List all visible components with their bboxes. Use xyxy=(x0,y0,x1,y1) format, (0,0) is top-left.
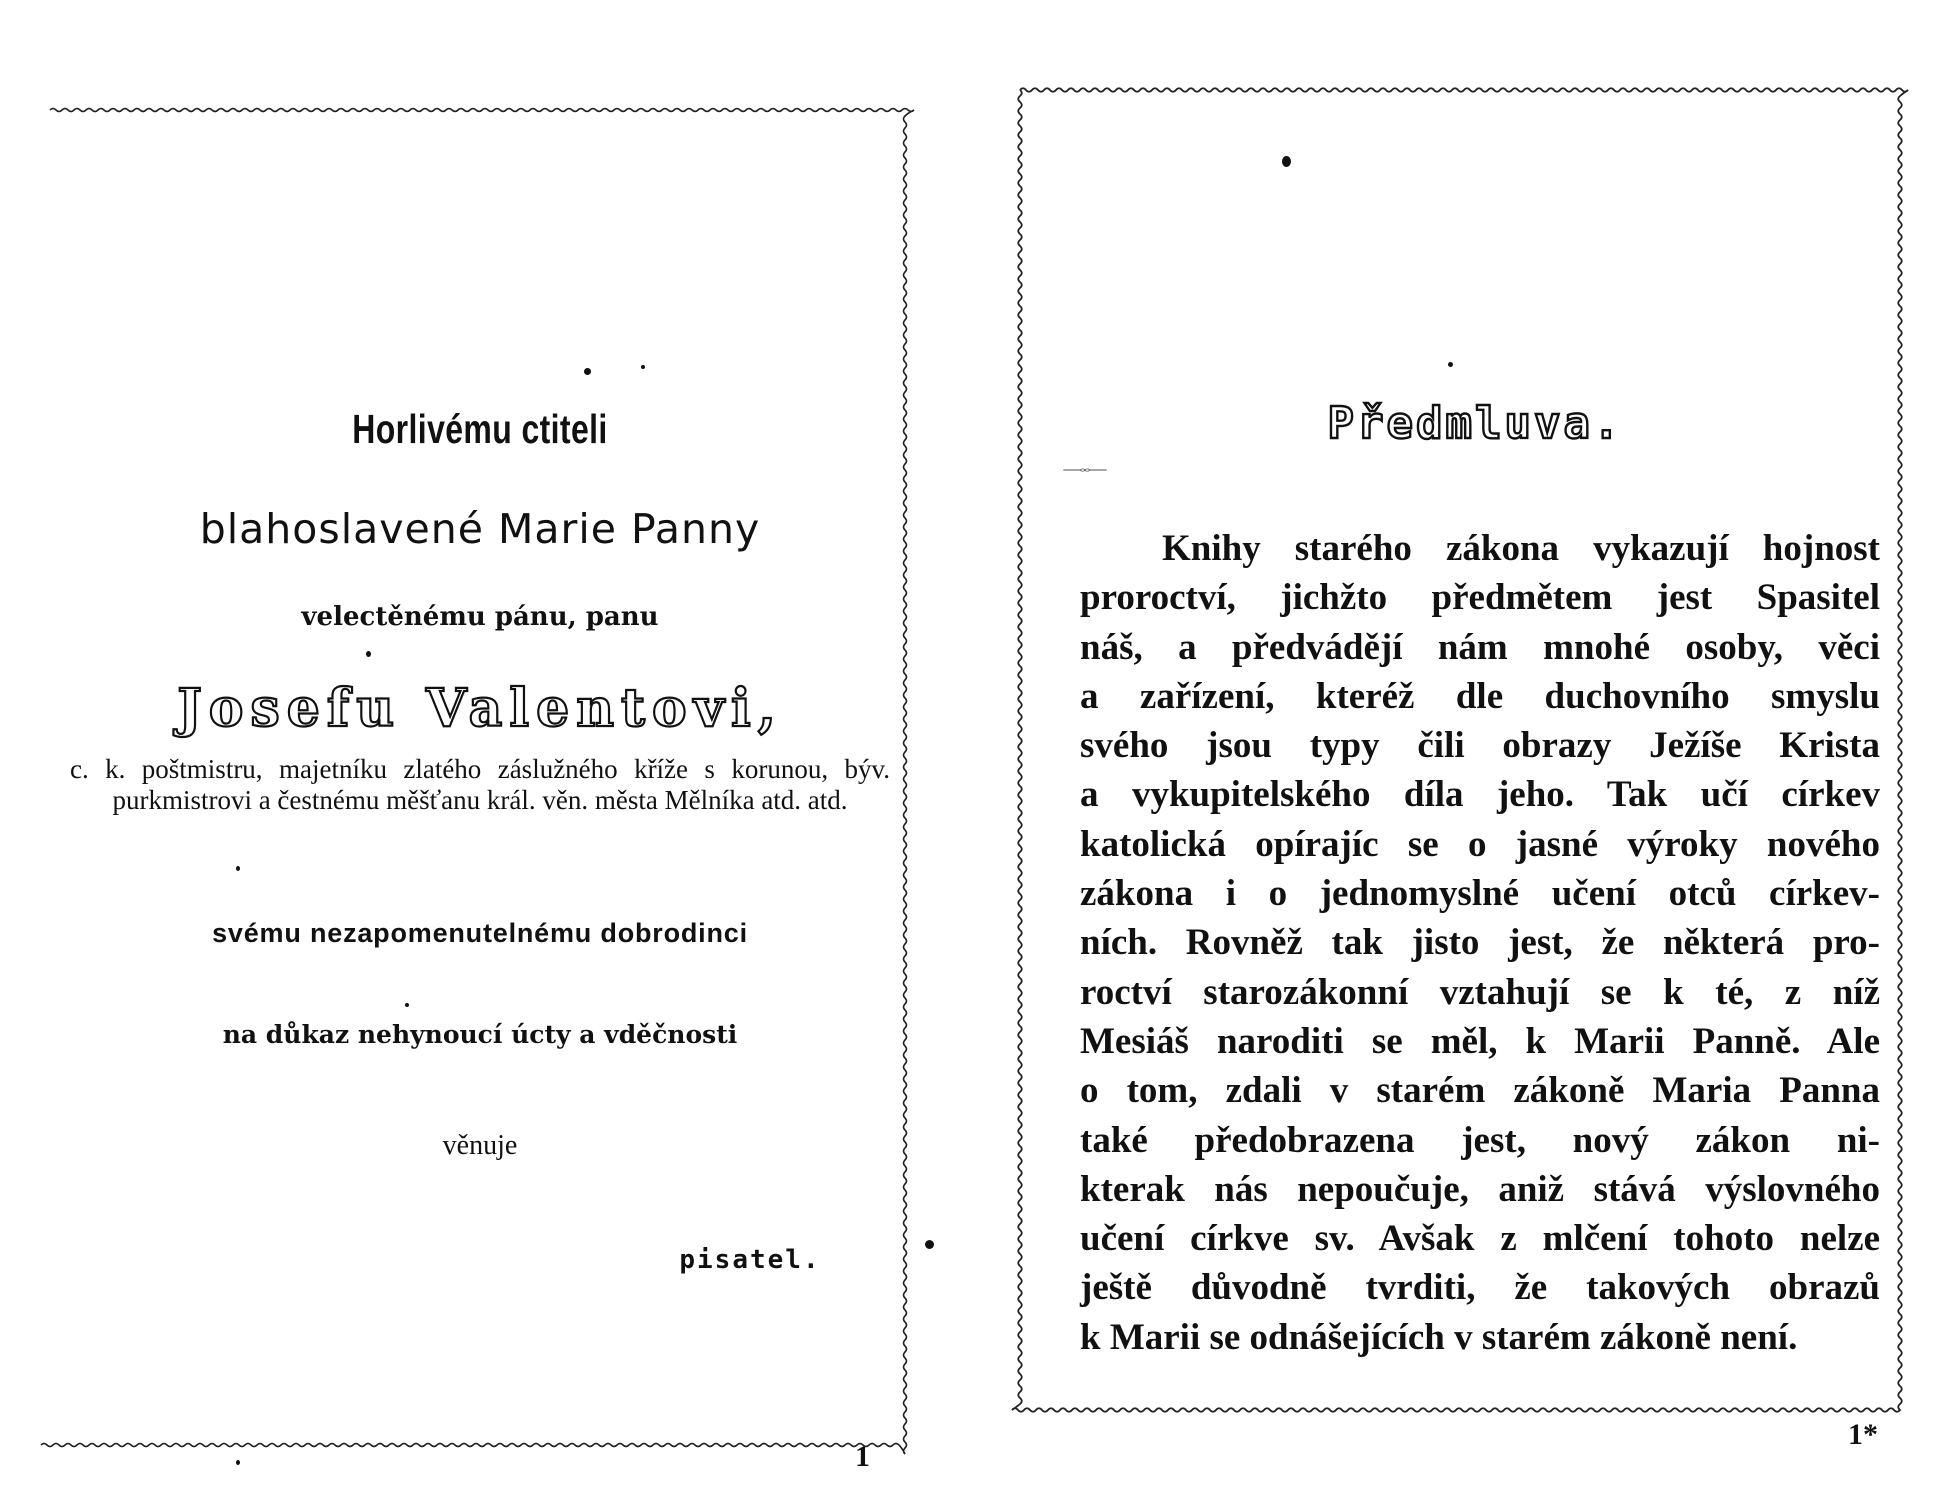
title-ornament-rule xyxy=(1020,468,1150,472)
preface-line: také předobrazena jest, nový zákon ni- xyxy=(1080,1119,1880,1161)
preface-line: Knihy starého zákona vykazují hojnost xyxy=(1162,528,1880,569)
ink-speck xyxy=(925,1240,934,1249)
preface-line: učení církve sv. Avšak z mlčení tohoto nelze xyxy=(1080,1218,1880,1260)
preface-line: náš, a předvádějí nám mnohé osoby, věci xyxy=(1080,626,1880,668)
preface-title: Předmluva. xyxy=(1327,398,1623,449)
preface-line: k Marii se odnášejících v starém zákoně není. xyxy=(1080,1316,1798,1358)
preface-line: svého jsou typy čili obrazy Ježíše Krista xyxy=(1080,725,1880,767)
dedication-signature: pisatel. xyxy=(679,1245,821,1275)
ink-speck xyxy=(405,1003,409,1007)
preface-line: Mesiáš naroditi se měl, k Marii Panně. Ale xyxy=(1080,1020,1880,1062)
dedicatee-name: Josefu Valentovi, xyxy=(177,678,783,739)
ink-speck xyxy=(584,368,591,375)
ink-speck xyxy=(1448,362,1453,367)
ink-speck xyxy=(641,365,645,369)
page-number-right: 1* xyxy=(1848,1418,1878,1451)
preface-line: ních. Rovněž tak jisto jest, že některá pro- xyxy=(1080,922,1880,964)
dedication-line-7: věnuje xyxy=(442,1130,518,1161)
preface-line: roctví starozákonní vztahují se k té, z níž xyxy=(1080,971,1880,1013)
page-number-left: 1 xyxy=(855,1440,870,1473)
dedication-line-5: svému nezapomenutelnému dobrodinci xyxy=(212,918,748,948)
preface-line: proroctví, jichžto předmětem jest Spasitel xyxy=(1080,577,1880,619)
preface-line: ještě důvodně tvrditi, že takových obrazů xyxy=(1080,1267,1880,1309)
preface-body xyxy=(1080,524,1880,1362)
dedication-line-1: Horlivému ctiteli xyxy=(352,406,608,452)
ink-speck xyxy=(1282,156,1291,167)
preface-line: katolická opírajíc se o jasné výroky nového xyxy=(1080,823,1880,865)
ink-speck xyxy=(366,651,371,657)
preface-line: a vykupitelského díla jeho. Tak učí církev xyxy=(1080,774,1880,816)
dedication-line-2: blahoslavené Marie Panny xyxy=(199,505,761,553)
preface-line: zákona i o jednomyslné učení otců církev- xyxy=(1080,873,1880,915)
dedication-line-6: na důkaz nehynoucí úcty a vděčnosti xyxy=(222,1020,738,1049)
dedicatee-titles: c. k. poštmistru, majetníku zlatého záslužného kříže s korunou, býv. purkmistrovi a čestnému měšťanu král. věn. města Mělníka atd. atd. xyxy=(70,754,890,815)
preface-line: kterak nás nepoučuje, aniž stává výslovného xyxy=(1080,1168,1880,1210)
left-page xyxy=(50,110,910,1473)
preface-line: a zařízení, kteréž dle duchovního smyslu xyxy=(1080,675,1880,717)
preface-line: o tom, zdali v starém zákoně Maria Panna xyxy=(1080,1070,1880,1112)
right-page xyxy=(1020,90,1930,1470)
ink-speck xyxy=(236,866,240,871)
ink-speck xyxy=(236,1460,240,1465)
dedication-line-3: velectěnému pánu, panu xyxy=(301,602,659,632)
